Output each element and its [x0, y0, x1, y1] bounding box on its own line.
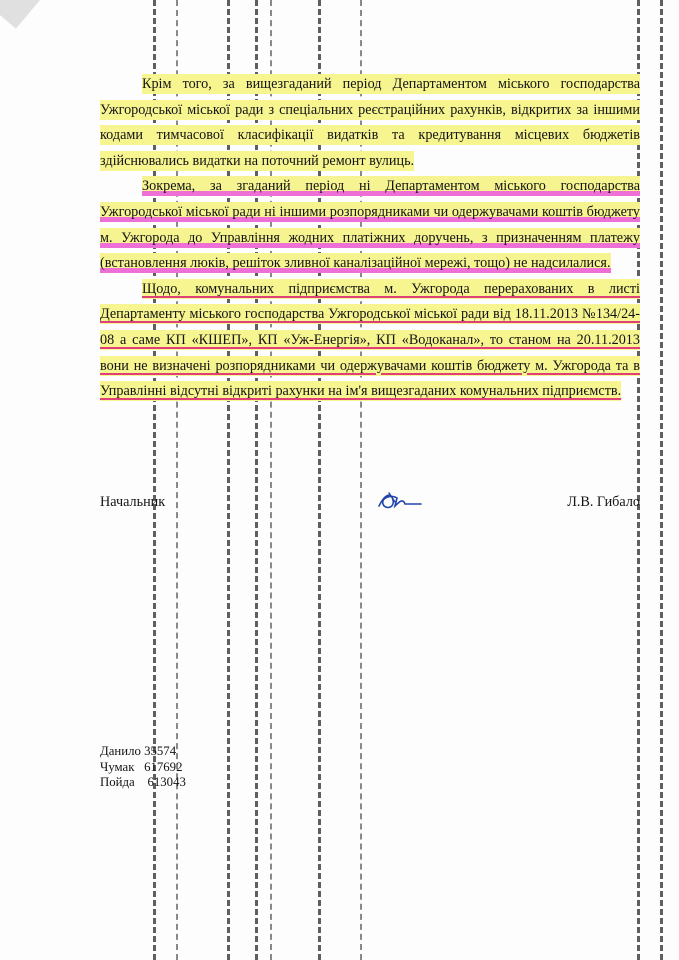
paragraph-3: Щодо, комунальних підприємства м. Ужгорода перерахованих в листі Департаменту міського господарства Ужгородської міської ради від 18.11.2013 №134/24-08 а саме КП «КШЕП», КП «Уж-Енергія», КП «Водоканал», то станом на 20.11.2013 вони не визначені розпорядниками чи одержувачами коштів бюджету м. Ужгорода та в Управлінні відсутні відкриті рахунки на ім'я вищезгаданих комунальних підприємств. [100, 280, 640, 400]
contact-row: Данило 35574 [100, 744, 177, 758]
paragraph-2: Зокрема, за згаданий період ні Департаментом міського господарства Ужгородської міської ради ні іншими розпорядниками чи одержувачами коштів бюджету м. Ужгорода до Управління жодних платіжних доручень, з призначенням платежу (встановлення люків, решіток зливної каналізаційної мережі, тощо) не надсилалися. [100, 178, 640, 272]
contact-row: Чумак 617692 [100, 759, 183, 774]
letter-body [100, 72, 640, 405]
signatory-name: Л.В. Гибало [567, 494, 640, 510]
copy-streak [660, 0, 663, 960]
paragraph-1: Крім того, за вищезгаданий період Департаментом міського господарства Ужгородської міської ради з спеціальних реєстраційних рахунків, відкритих за іншими кодами тимчасової класифікації видатків та кредитування місцевих бюджетів здійснювались видатки на поточний ремонт вулиць. [100, 76, 640, 169]
contacts-list [100, 744, 186, 791]
handwritten-signature [375, 488, 425, 514]
folded-corner-shadow [0, 0, 87, 29]
contact-row: Пойда 613043 [100, 775, 186, 789]
signature-block [100, 494, 640, 518]
signatory-title: Начальник [100, 494, 166, 510]
